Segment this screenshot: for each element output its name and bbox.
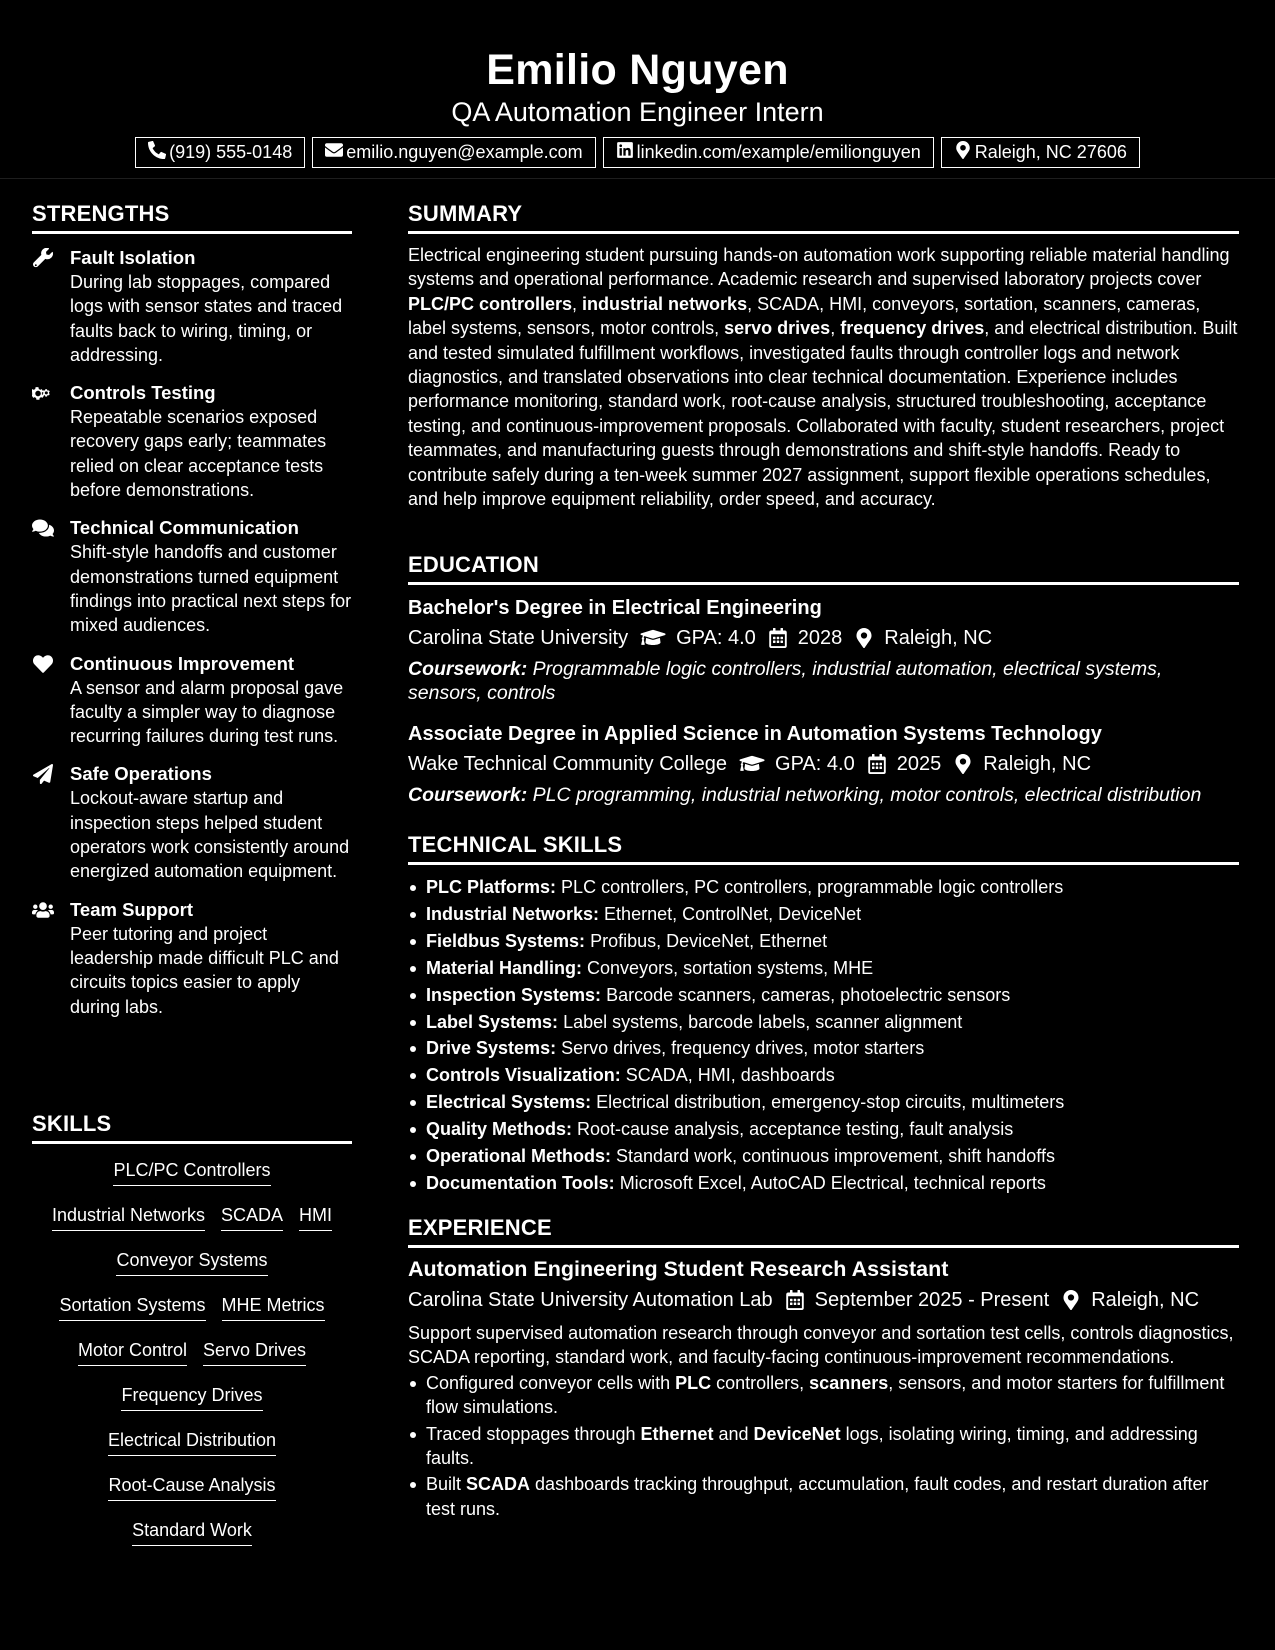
job-bullet: Configured conveyor cells with PLC controllers, scanners, sensors, and motor starters for fulfillment flow simulations.	[408, 1371, 1239, 1420]
job-dates: September 2025 - Present	[814, 1289, 1050, 1311]
education-item	[408, 721, 1239, 807]
job-description: Support supervised automation research through conveyor and sortation test cells, controls diagnostics, SCADA reporting, standard work, and faculty-facing continuous-improvement recommendations.	[408, 1323, 1234, 1368]
candidate-name: Emilio Nguyen	[486, 46, 789, 94]
job-location: Raleigh, NC	[1091, 1289, 1200, 1311]
tech-skill-item: Electrical Systems: Electrical distribution, emergency-stop circuits, multimeters	[408, 1089, 1239, 1116]
experience-section	[408, 1214, 1239, 1523]
contact-linkedin-text: linkedin.com/example/emilionguyen	[636, 142, 921, 162]
contact-location-text: Raleigh, NC 27606	[974, 142, 1127, 162]
education-heading: EDUCATION	[408, 551, 1239, 585]
technical-skills-heading: TECHNICAL SKILLS	[408, 831, 1239, 865]
strengths-heading: STRENGTHS	[32, 200, 352, 234]
skill-chip: Industrial Networks	[52, 1203, 205, 1231]
skill-chip: MHE Metrics	[222, 1293, 325, 1321]
coursework: Coursework: Programmable logic controllers, industrial automation, electrical systems, sensors, controls	[408, 658, 1163, 704]
school-name: Wake Technical Community College	[408, 753, 728, 775]
degree-title: Associate Degree in Applied Science in Automation Systems Technology	[408, 723, 1102, 745]
tech-skill-item: Fieldbus Systems: Profibus, DeviceNet, Ethernet	[408, 928, 1239, 955]
tech-skill-item: PLC Platforms: PLC controllers, PC controllers, programmable logic controllers	[408, 874, 1239, 901]
contact-email-text: emilio.nguyen@example.com	[346, 142, 583, 162]
gpa: GPA: 4.0	[676, 627, 756, 649]
technical-skills-section	[408, 831, 1239, 1197]
tech-skill-item: Inspection Systems: Barcode scanners, cameras, photoelectric sensors	[408, 982, 1239, 1009]
tech-skill-item: Drive Systems: Servo drives, frequency drives, motor starters	[408, 1035, 1239, 1062]
strength-item: Technical Communication Shift-style handoffs and customer demonstrations turned equipment findings into practical next steps for mixed audiences.	[32, 516, 352, 637]
tech-skill-item: Quality Methods: Root-cause analysis, acceptance testing, fault analysis	[408, 1116, 1239, 1143]
heart-icon	[32, 652, 70, 749]
graduation-cap-icon	[640, 628, 666, 648]
school-name: Carolina State University	[408, 627, 629, 649]
job-meta	[408, 1286, 1239, 1314]
skill-chip: Servo Drives	[203, 1338, 306, 1366]
skill-chip: Conveyor Systems	[116, 1248, 267, 1276]
calendar-icon	[768, 628, 788, 648]
grad-year: 2025	[896, 753, 942, 775]
skill-chip: Electrical Distribution	[108, 1428, 276, 1456]
experience-heading: EXPERIENCE	[408, 1214, 1239, 1248]
envelope-icon	[325, 141, 343, 164]
contact-email[interactable]	[312, 137, 595, 168]
tech-skill-item: Documentation Tools: Microsoft Excel, AutoCAD Electrical, technical reports	[408, 1170, 1239, 1197]
map-marker-icon	[854, 628, 874, 648]
coursework: Coursework: PLC programming, industrial networking, motor controls, electrical distribution	[408, 784, 1202, 806]
comments-icon	[32, 516, 70, 637]
map-marker-icon	[954, 141, 972, 164]
tech-skill-item: Industrial Networks: Ethernet, ControlNet, DeviceNet	[408, 901, 1239, 928]
gears-icon	[32, 381, 70, 502]
school-location: Raleigh, NC	[983, 753, 1092, 775]
grad-year: 2028	[797, 627, 843, 649]
map-marker-icon	[1061, 1290, 1081, 1310]
tech-skill-item: Operational Methods: Standard work, continuous improvement, shift handoffs	[408, 1143, 1239, 1170]
summary-section	[408, 200, 1239, 511]
calendar-icon	[785, 1290, 805, 1310]
education-item	[408, 595, 1239, 705]
strength-item: Team Support Peer tutoring and project leadership made difficult PLC and circuits topics easier to apply during labs.	[32, 898, 352, 1019]
summary-heading: SUMMARY	[408, 200, 1239, 234]
skill-chip: Sortation Systems	[59, 1293, 205, 1321]
contact-location	[941, 137, 1140, 168]
strengths-section	[32, 200, 352, 1033]
degree-meta	[408, 750, 1239, 778]
skills-section	[32, 1110, 352, 1563]
skill-chip: SCADA	[221, 1203, 283, 1231]
degree-title: Bachelor's Degree in Electrical Engineering	[408, 597, 822, 619]
skill-chip: Motor Control	[78, 1338, 187, 1366]
contact-linkedin[interactable]	[603, 137, 934, 168]
job-bullet: Built SCADA dashboards tracking throughput, accumulation, fault codes, and restart duration after test runs.	[408, 1472, 1239, 1521]
skill-chip: Root-Cause Analysis	[108, 1473, 275, 1501]
job-title: Automation Engineering Student Research Assistant	[408, 1257, 949, 1281]
degree-meta	[408, 624, 1239, 652]
resume-header	[0, 0, 1275, 179]
strength-item: Continuous Improvement A sensor and alarm proposal gave faculty a simpler way to diagnose recurring failures during test runs.	[32, 652, 352, 749]
contact-bar	[0, 137, 1275, 168]
skill-chip: PLC/PC Controllers	[113, 1158, 270, 1186]
tech-skill-item: Label Systems: Label systems, barcode labels, scanner alignment	[408, 1009, 1239, 1036]
graduation-cap-icon	[739, 754, 765, 774]
tech-skill-item: Material Handling: Conveyors, sortation systems, MHE	[408, 955, 1239, 982]
tech-skill-item: Controls Visualization: SCADA, HMI, dashboards	[408, 1062, 1239, 1089]
job-bullet: Traced stoppages through Ethernet and DeviceNet logs, isolating wiring, timing, and addressing faults.	[408, 1422, 1239, 1471]
skills-heading: SKILLS	[32, 1110, 352, 1144]
map-marker-icon	[953, 754, 973, 774]
users-icon	[32, 898, 70, 1019]
linkedin-icon	[616, 141, 634, 164]
phone-icon	[148, 141, 166, 164]
candidate-title: QA Automation Engineer Intern	[451, 97, 824, 127]
strength-item: Safe Operations Lockout-aware startup and inspection steps helped student operators work consistently around energized automation equipment.	[32, 762, 352, 883]
summary-text: Electrical engineering student pursuing hands-on automation work supporting reliable material handling systems and operational performance. Academic research and supervised laboratory projects cover PLC/PC controllers, industrial networks, SCADA, HMI, conveyors, sortation, scanners, cameras, label systems, sensors, motor controls, servo drives, frequency drives, and electrical distribution. Built and tested simulated fulfillment workflows, investigated faults through controller logs and network diagnostics, and translated observations into clear technical documentation. Experience includes performance monitoring, standard work, root-cause analysis, structured troubleshooting, acceptance testing, and continuous-improvement proposals. Collaborated with faculty, student researchers, project teammates, and manufacturing guests through demonstrations and shift-style handoffs. Ready to contribute safely during a ten-week summer 2027 assignment, support flexible operations schedules, and help improve equipment reliability, order speed, and accuracy.	[408, 245, 1238, 510]
skill-chip: Standard Work	[132, 1518, 252, 1546]
strength-item: Fault Isolation During lab stoppages, compared logs with sensor states and traced faults back to wiring, timing, or addressing.	[32, 246, 352, 367]
contact-phone-text: (919) 555-0148	[169, 142, 293, 162]
paper-plane-icon	[32, 762, 70, 883]
contact-phone[interactable]	[135, 137, 305, 168]
calendar-icon	[867, 754, 887, 774]
school-location: Raleigh, NC	[884, 627, 993, 649]
skill-chip: Frequency Drives	[121, 1383, 262, 1411]
skill-chip: HMI	[299, 1203, 332, 1231]
wrench-icon	[32, 246, 70, 367]
strength-item: Controls Testing Repeatable scenarios exposed recovery gaps early; teammates relied on clear acceptance tests before demonstrations.	[32, 381, 352, 502]
job-org: Carolina State University Automation Lab	[408, 1289, 773, 1311]
education-section	[408, 551, 1239, 807]
gpa: GPA: 4.0	[775, 753, 855, 775]
